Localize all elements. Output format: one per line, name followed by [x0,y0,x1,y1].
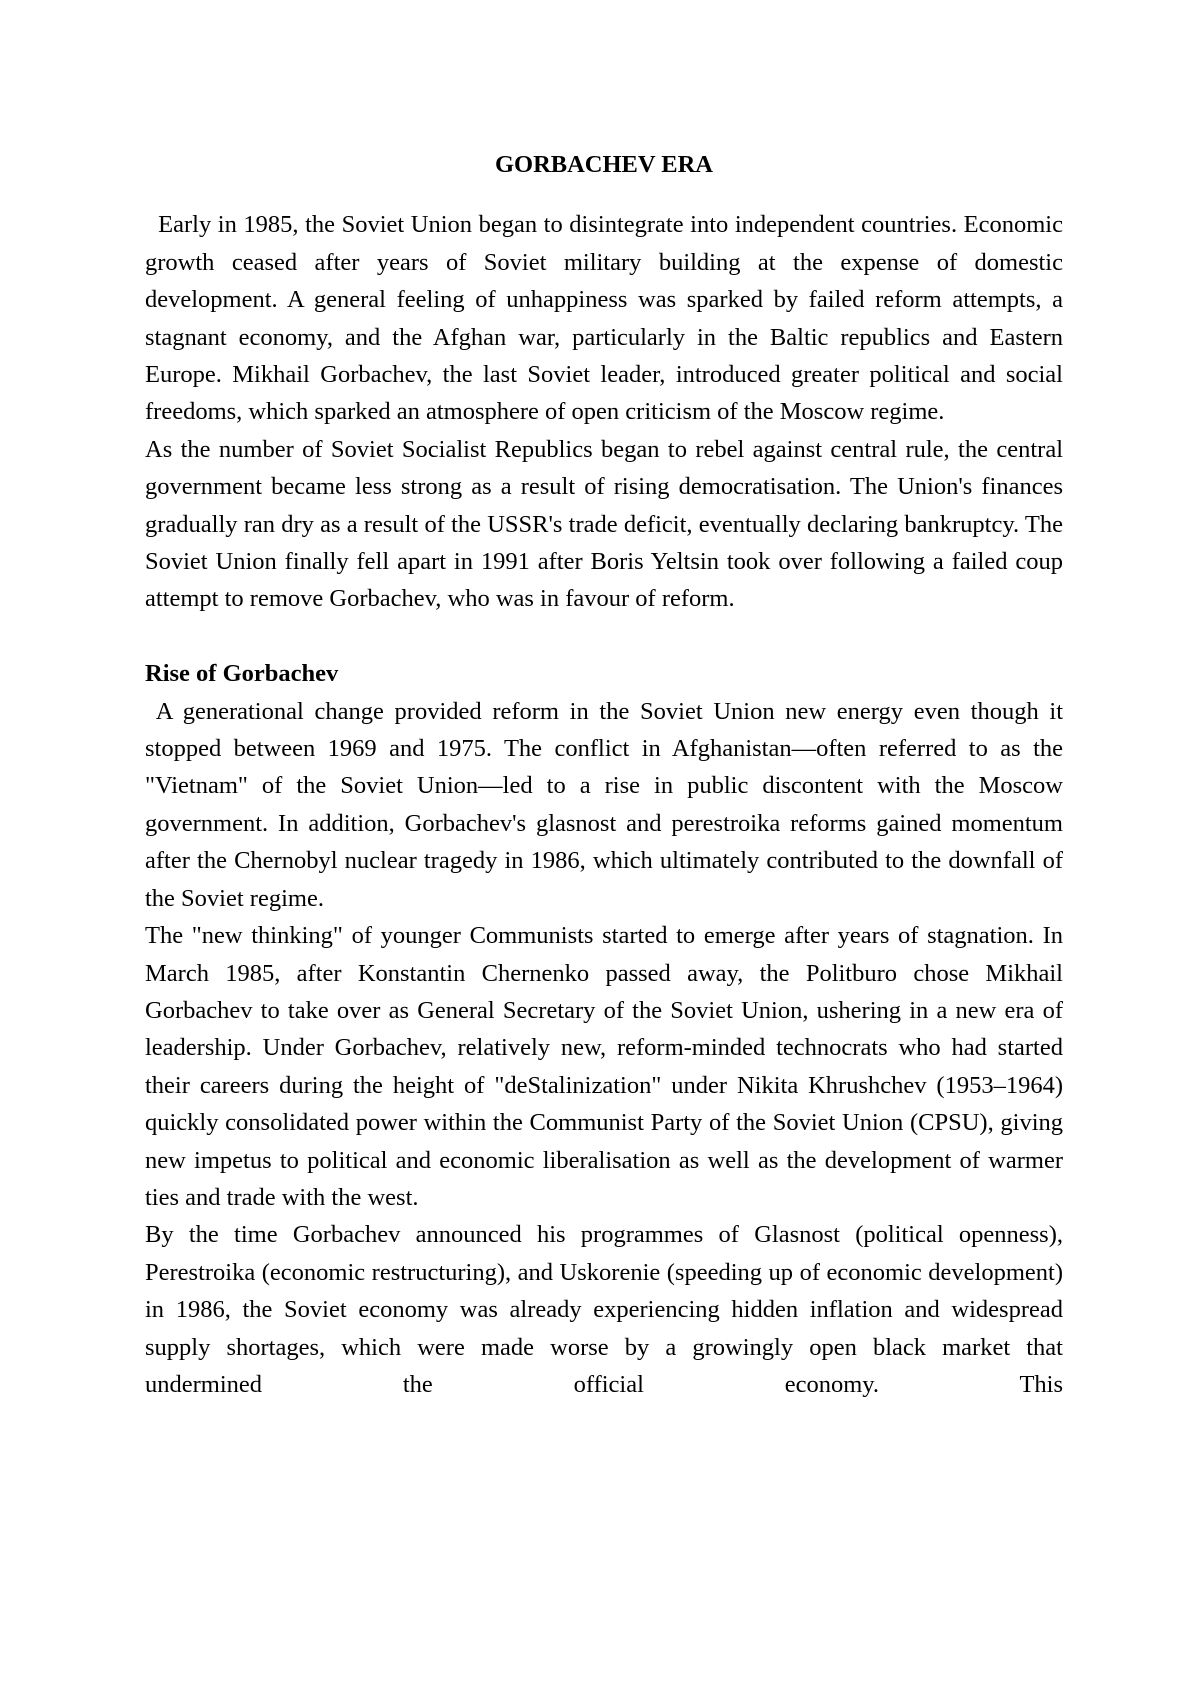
section-paragraph-3: By the time Gorbachev announced his programmes of Glasnost (political openness), Perestroika (economic restructuring), and Uskorenie (speeding up of economic development) in 1986, the Soviet economy was already experiencing hidden inflation and widespread supply shortages, which were made worse by a growingly open black market that undermined the official economy. This [145,1221,1063,1398]
intro-paragraph-1: Early in 1985, the Soviet Union began to disintegrate into independent countries. Economic growth ceased after years of Soviet military building at the expense of domestic development. A general feeling of unhappiness was sparked by failed reform attempts, a stagnant economy, and the Afghan war, particularly in the Baltic republics and Eastern Europe. Mikhail Gorbachev, the last Soviet leader, introduced greater political and social freedoms, which sparked an atmosphere of open criticism of the Moscow regime. [145,211,1063,426]
intro-paragraph-2: As the number of Soviet Socialist Republics began to rebel against central rule, the central government became less strong as a result of rising democratisation. The Union's finances gradually ran dry as a result of the USSR's trade deficit, eventually declaring bankruptcy. The Soviet Union finally fell apart in 1991 after Boris Yeltsin took over following a failed coup attempt to remove Gorbachev, who was in favour of reform. [145,435,1063,613]
document-title: GORBACHEV ERA [494,151,714,178]
section-heading: Rise of Gorbachev [145,660,339,688]
paragraph-spacer [145,618,1063,655]
document-body [145,146,1063,1403]
section-paragraph-1: A generational change provided reform in the Soviet Union new energy even though it stopped between 1969 and 1975. The conflict in Afghanistan—often referred to as the "Vietnam" of the Soviet Union—led to a rise in public discontent with the Moscow government. In addition, Gorbachev's glasnost and perestroika reforms gained momentum after the Chernobyl nuclear tragedy in 1986, which ultimately contributed to the downfall of the Soviet regime. [145,697,1063,912]
section-paragraph-2: The "new thinking" of younger Communists started to emerge after years of stagnation. In March 1985, after Konstantin Chernenko passed away, the Politburo chose Mikhail Gorbachev to take over as General Secretary of the Soviet Union, ushering in a new era of leadership. Under Gorbachev, relatively new, reform-minded technocrats who had started their careers during the height of "deStalinization" under Nikita Khrushchev (1953–1964) quickly consolidated power within the Communist Party of the Soviet Union (CPSU), giving new impetus to political and economic liberalisation as well as the development of warmer ties and trade with the west. [145,922,1063,1211]
